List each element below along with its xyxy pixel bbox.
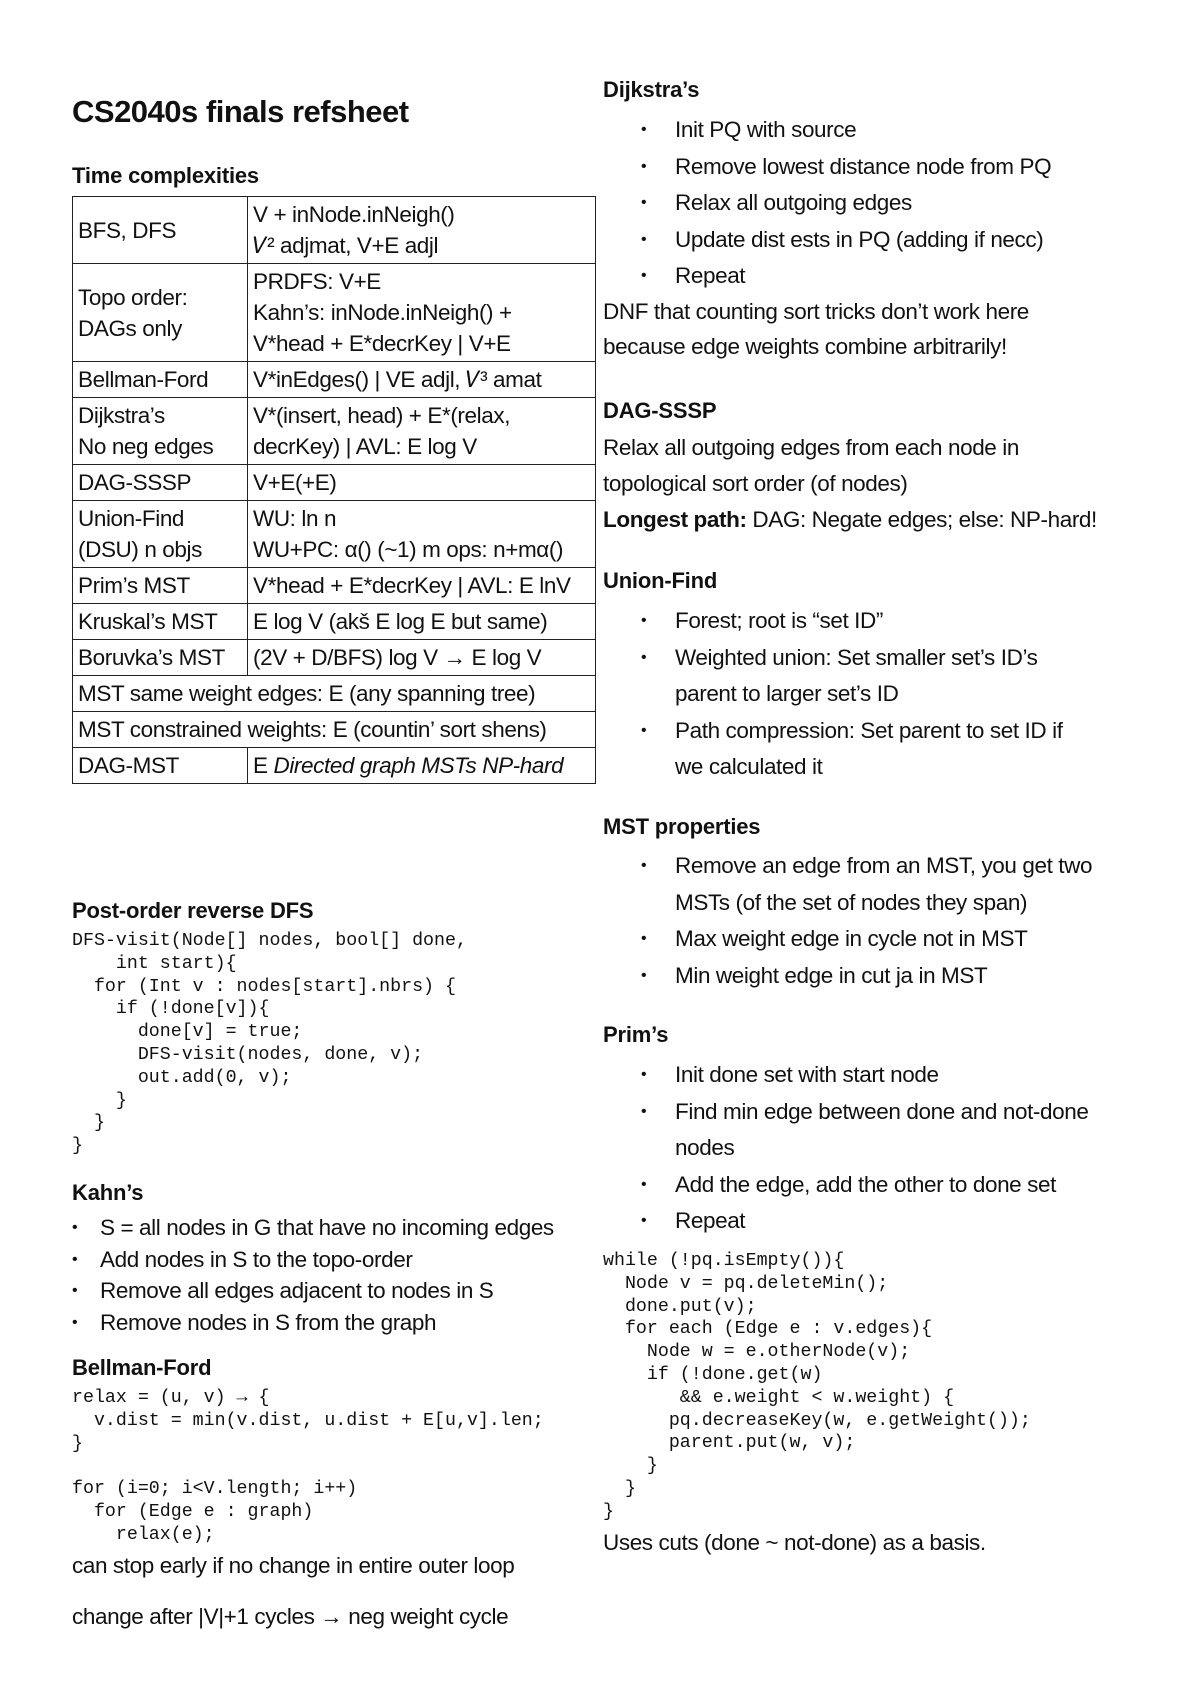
dijkstras-list: [603, 112, 1051, 295]
table-cell: E Directed graph MSTs NP-hard: [248, 748, 596, 784]
union-find-list: [603, 603, 1063, 786]
table-cell: V+E(+E): [248, 465, 596, 501]
list-item: • Forest; root is “set ID”: [641, 608, 883, 633]
table-cell: PRDFS: V+E Kahn’s: inNode.inNeigh() + V*head + E*decrKey | V+E: [248, 264, 596, 362]
page-title: CS2040s finals refsheet: [72, 94, 409, 129]
mst-properties-heading: MST properties: [603, 814, 761, 839]
list-item: • Path compression: Set parent to set ID if we calculated it: [641, 717, 1063, 779]
kahns-heading: Kahn’s: [72, 1180, 144, 1205]
table-row: [73, 362, 596, 398]
list-item: • Repeat: [641, 1208, 746, 1233]
table-cell: V + inNode.inNeigh() 𝑉² adjmat, V+E adjl: [248, 197, 596, 264]
table-cell: MST same weight edges: E (any spanning tree): [73, 676, 596, 712]
list-item: • Weighted union: Set smaller set’s ID’s parent to larger set’s ID: [641, 644, 1038, 706]
list-item: • Repeat: [641, 263, 746, 288]
list-item: • S = all nodes in G that have no incoming edges: [72, 1215, 554, 1240]
bellman-ford-loop-code: for (i=0; i<V.length; i++) for (Edge e : graph) relax(e);: [72, 1479, 358, 1545]
dag-sssp-text: Relax all outgoing edges from each node in topological sort order (of nodes) Longest path: DAG: Negate edges; else: NP-hard!: [603, 430, 1097, 538]
table-row: [73, 712, 596, 748]
list-item: • Remove nodes in S from the graph: [72, 1309, 437, 1335]
longest-path-note: Longest path: DAG: Negate edges; else: NP-hard!: [603, 507, 1097, 532]
table-row: [73, 197, 596, 264]
time-complexities-heading: Time complexities: [72, 163, 259, 188]
table-cell: Kruskal’s MST: [73, 604, 248, 640]
table-row: [73, 264, 596, 362]
table-row: [73, 604, 596, 640]
table-cell: (2V + D/BFS) log V → E log V: [248, 640, 596, 676]
list-item: • Init PQ with source: [641, 117, 857, 142]
prims-heading: Prim’s: [603, 1022, 669, 1047]
dijkstras-note: DNF that counting sort tricks don’t work here because edge weights combine arbitrarily!: [603, 299, 1029, 359]
bellman-ford-relax-code: relax = (u, v) → { v.dist = min(v.dist, u.dist + E[u,v].len; }: [72, 1388, 544, 1454]
table-row: [73, 568, 596, 604]
table-cell: Bellman-Ford: [73, 362, 248, 398]
list-item: • Remove lowest distance node from PQ: [641, 153, 1052, 179]
table-cell: MST constrained weights: E (countin’ sort shens): [73, 712, 596, 748]
table-cell: BFS, DFS: [73, 197, 248, 264]
kahns-list: [72, 1212, 554, 1338]
table-cell: Dijkstra’s No neg edges: [73, 398, 248, 465]
table-cell: Union-Find (DSU) n objs: [73, 501, 248, 568]
bellman-ford-note-neg-cycle: change after |V|+1 cycles → neg weight cycle: [72, 1604, 509, 1629]
list-item: • Remove an edge from an MST, you get two MSTs (of the set of nodes they span): [641, 853, 1093, 915]
table-cell: V*inEdges() | VE adjl, 𝑉³ amat: [248, 362, 596, 398]
prims-note: Uses cuts (done ~ not-done) as a basis.: [603, 1530, 986, 1555]
dijkstras-heading: Dijkstra’s: [603, 77, 700, 102]
union-find-heading: Union-Find: [603, 568, 718, 593]
table-cell: Prim’s MST: [73, 568, 248, 604]
table-cell: DAG-MST: [73, 748, 248, 784]
table-row: [73, 501, 596, 568]
prims-code: while (!pq.isEmpty()){ Node v = pq.deleteMin(); done.put(v); for each (Edge e : v.edges){ Node w = e.otherNode(v); if (!done.get(w) && e.weight < w.weight) { pq.decreaseKey(w, e.getWeight()); parent.put(w, v); } } }: [603, 1251, 1031, 1522]
time-complexity-table: [72, 196, 596, 784]
table-row: [73, 640, 596, 676]
table-cell: V*head + E*decrKey | AVL: E lnV: [248, 568, 596, 604]
table-cell: E log V (akš E log E but same): [248, 604, 596, 640]
list-item: • Init done set with start node: [641, 1062, 939, 1087]
table-row: [73, 398, 596, 465]
mst-properties-list: [603, 848, 1092, 994]
list-item: • Add the edge, add the other to done set: [641, 1171, 1056, 1197]
table-cell: Boruvka’s MST: [73, 640, 248, 676]
dag-sssp-heading: DAG-SSSP: [603, 398, 717, 423]
table-cell: V*(insert, head) + E*(relax, decrKey) | AVL: E log V: [248, 398, 596, 465]
table-cell: Topo order: DAGs only: [73, 264, 248, 362]
postorder-dfs-code: DFS-visit(Node[] nodes, bool[] done, int start){ for (Int v : nodes[start].nbrs) { if (!done[v]){ done[v] = true; DFS-visit(nodes, done, v); out.add(0, v); } } }: [72, 931, 467, 1157]
bellman-ford-note-early-stop: can stop early if no change in entire outer loop: [72, 1553, 515, 1578]
table-cell: WU: ln n WU+PC: α() (~1) m ops: n+mα(): [248, 501, 596, 568]
prims-list: [603, 1057, 1088, 1240]
list-item: • Add nodes in S to the topo-order: [72, 1246, 413, 1272]
table-row: [73, 465, 596, 501]
list-item: • Min weight edge in cut ja in MST: [641, 962, 988, 988]
list-item: • Relax all outgoing edges: [641, 190, 912, 215]
list-item: • Update dist ests in PQ (adding if necc): [641, 226, 1044, 252]
list-item: • Find min edge between done and not-done nodes: [641, 1098, 1089, 1160]
bellman-ford-heading: Bellman-Ford: [72, 1355, 212, 1380]
postorder-dfs-heading: Post-order reverse DFS: [72, 898, 314, 923]
list-item: • Remove all edges adjacent to nodes in S: [72, 1278, 494, 1303]
table-row: [73, 748, 596, 784]
table-row: [73, 676, 596, 712]
list-item: • Max weight edge in cycle not in MST: [641, 926, 1028, 951]
table-cell: DAG-SSSP: [73, 465, 248, 501]
